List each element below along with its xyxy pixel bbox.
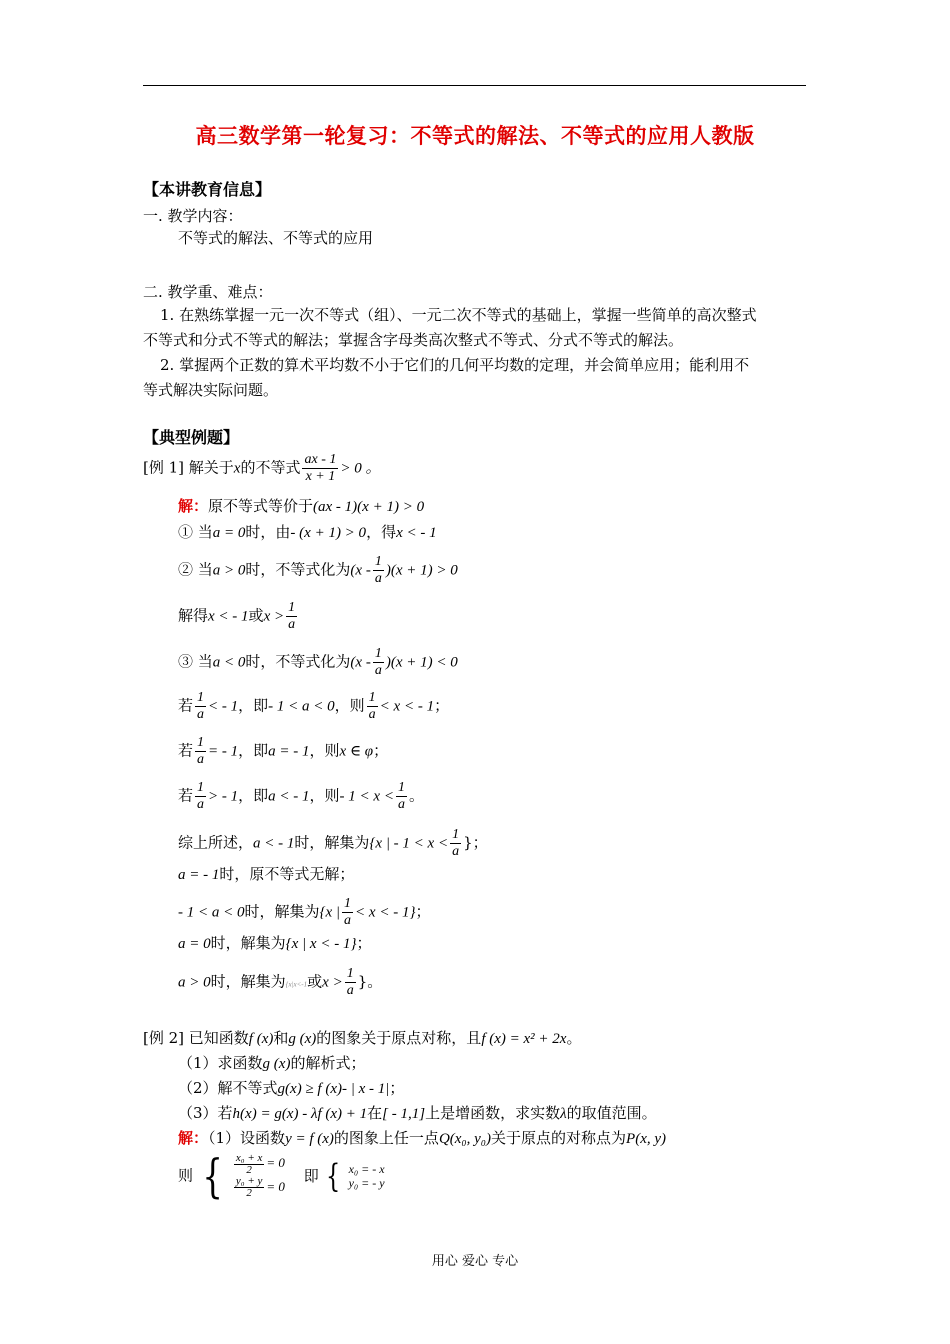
example2-statement: [例 2] 已知函数f (x)和g (x)的图象关于原点对称，且f (x) = x² + 2x。 (143, 1029, 582, 1047)
ex1-solution-intro: 解：原不等式等价于(ax - 1)(x + 1) > 0 (178, 497, 425, 515)
ex1-subcase1: 若 $\frac{1}{a}$ < - 1，即- 1 < a < 0，则 $\frac{1}{a}$ < x < - 1； (178, 690, 450, 722)
item1-label: 一. 教学内容： (143, 207, 243, 225)
ex1-case1: ① 当a = 0时，由- (x + 1) > 0，得x < - 1 (178, 523, 437, 541)
ex1-summary5: a > 0时，解集为{x|x<-1或x > $\frac{1}{a}$ }。 (178, 966, 383, 998)
para2-line1: 2. 掌握两个正数的算术平均数不小于它们的几何平均数的定理，并会简单应用；能利用不 (160, 356, 750, 374)
page-footer: 用心 爱心 专心 (431, 1254, 519, 1269)
item1-text: 不等式的解法、不等式的应用 (178, 229, 374, 247)
left-brace-icon: { (326, 1156, 341, 1195)
system-equations-2: x₀ = - x y₀ = - y (348, 1161, 385, 1190)
fraction: $\frac{ax - 1}{x + 1}$ (304, 452, 337, 484)
ex1-summary4: a = 0时，解集为{x | x < - 1}； (178, 934, 372, 952)
left-brace-icon: { (202, 1148, 223, 1203)
page-title: 高三数学第一轮复习：不等式的解法、不等式的应用人教版 (195, 124, 755, 148)
ex1-subcase2: 若 $\frac{1}{a}$ = - 1，即a = - 1，则x ∈ φ； (178, 735, 389, 767)
ex2-question2: （2）解不等式g(x) ≥ f (x)- | x - 1|； (178, 1079, 405, 1097)
ex2-solution-intro: 解：（1）设函数y = f (x)的图象上任一点Q(x₀, y₀)关于原点的对称点为P(x, y) (178, 1129, 666, 1147)
ex1-subcase3: 若 $\frac{1}{a}$ > - 1，即a < - 1，则- 1 < x < $\frac{1}{a}$ 。 (178, 780, 424, 812)
example1-statement: [例 1] 解关于x的不等式 $\frac{ax - 1}{x + 1}$ > 0 。 (143, 452, 381, 484)
ex2-system: 则 { $\frac{\text{x₀ + x}}{2}$ = 0 $\frac{\text{y₀ + y}}{2}$ = 0 即 { x₀ = - x y₀ = - y (178, 1148, 385, 1203)
ex2-question1: （1）求函数g (x)的解析式； (178, 1054, 366, 1072)
ex1-summary2: a = - 1时，原不等式无解； (178, 865, 355, 883)
ex1-case3: ③ 当a < 0时，不等式化为(x - $\frac{1}{a}$ )(x + 1) < 0 (178, 646, 458, 678)
section-heading-info: 【本讲教育信息】 (143, 180, 272, 199)
item2-label: 二. 教学重、难点： (143, 283, 273, 301)
section-heading-examples: 【典型例题】 (143, 428, 240, 447)
ex2-question3: （3）若h(x) = g(x) - λf (x) + 1在[ - 1,1]上是增函数，求实数λ的取值范围。 (178, 1104, 657, 1122)
ex1-summary1: 综上所述，a < - 1时，解集为{x | - 1 < x < $\frac{1}{a}$ }； (178, 827, 488, 859)
para2-line2: 等式解决实际问题。 (143, 381, 279, 399)
ex1-case2: ② 当a > 0时，不等式化为(x - $\frac{1}{a}$ )(x + 1) > 0 (178, 554, 458, 586)
top-rule (143, 85, 806, 86)
ex1-case2-result: 解得x < - 1或x > $\frac{1}{a}$ (178, 600, 296, 632)
para1-line1: 1. 在熟练掌握一元一次不等式（组）、一元二次不等式的基础上，掌握一些简单的高次整式 (160, 306, 757, 324)
para1-line2: 不等式和分式不等式的解法；掌握含字母类高次整式不等式、分式不等式的解法。 (143, 331, 684, 349)
ex1-summary3: - 1 < a < 0时，解集为{x | $\frac{1}{a}$ < x < - 1}； (178, 896, 431, 928)
system-equations-1: $\frac{\text{x₀ + x}}{2}$ = 0 $\frac{\text{y₀ + y}}{2}$ = 0 (235, 1151, 285, 1200)
